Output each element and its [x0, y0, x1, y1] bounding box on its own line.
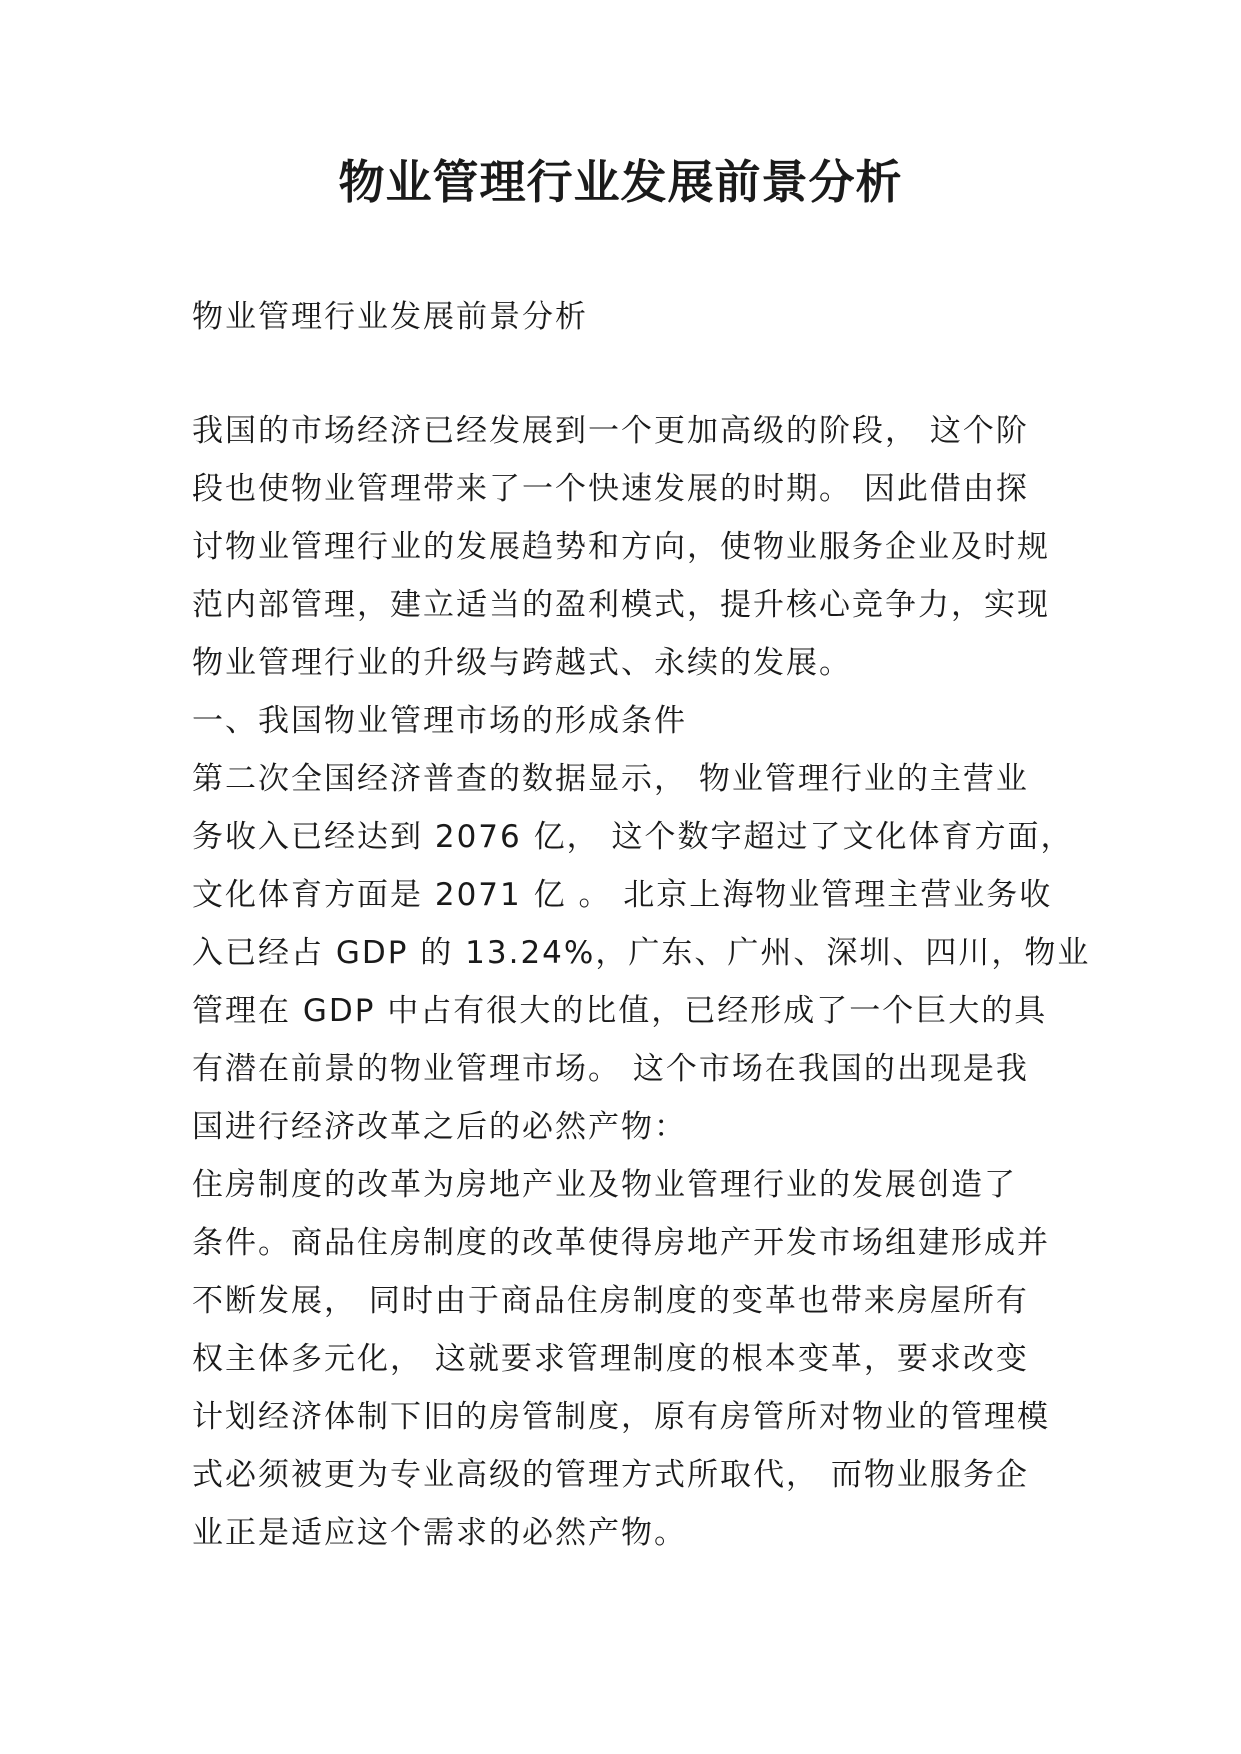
document-title: 物业管理行业发展前景分析 [338, 155, 903, 209]
body-line: 管理在 GDP 中占有很大的比值，已经形成了一个巨大的具 [192, 993, 1048, 1029]
body-line: 我国的市场经济已经发展到一个更加高级的阶段， 这个阶 [192, 413, 1029, 449]
body-line: 业正是适应这个需求的必然产物。 [192, 1515, 687, 1551]
body-line: 住房制度的改革为房地产业及物业管理行业的发展创造了 [192, 1167, 1017, 1203]
body-line: 不断发展， 同时由于商品住房制度的变革也带来房屋所有 [192, 1283, 1029, 1319]
body-line: 式必须被更为专业高级的管理方式所取代， 而物业服务企 [192, 1457, 1029, 1493]
body-line: 段也使物业管理带来了一个快速发展的时期。 因此借由探 [192, 471, 1029, 507]
body-line: 条件。商品住房制度的改革使得房地产开发市场组建形成并 [192, 1225, 1050, 1261]
body-line: 入已经占 GDP 的 13.24%，广东、广州、深圳、四川，物业 [192, 935, 1091, 971]
body-line: 文化体育方面是 2071 亿 。 北京上海物业管理主营业务收 [192, 877, 1053, 913]
body-line: 权主体多元化， 这就要求管理制度的根本变革，要求改变 [192, 1341, 1029, 1377]
body-line: 有潜在前景的物业管理市场。 这个市场在我国的出现是我 [192, 1051, 1029, 1087]
body-line: 务收入已经达到 2076 亿， 这个数字超过了文化体育方面， [192, 819, 1074, 855]
body-line: 讨物业管理行业的发展趋势和方向，使物业服务企业及时规 [192, 529, 1050, 565]
document-body [192, 402, 1091, 1562]
body-line: 第二次全国经济普查的数据显示， 物业管理行业的主营业 [192, 761, 1029, 797]
body-line: 国进行经济改革之后的必然产物： [192, 1109, 687, 1145]
body-line: 物业管理行业的升级与跨越式、永续的发展。 [192, 645, 852, 681]
section-heading: 一、我国物业管理市场的形成条件 [192, 703, 687, 739]
body-line: 范内部管理，建立适当的盈利模式，提升核心竞争力，实现 [192, 587, 1050, 623]
body-line: 计划经济体制下旧的房管制度，原有房管所对物业的管理模 [192, 1399, 1050, 1435]
document-subtitle: 物业管理行业发展前景分析 [192, 299, 588, 335]
